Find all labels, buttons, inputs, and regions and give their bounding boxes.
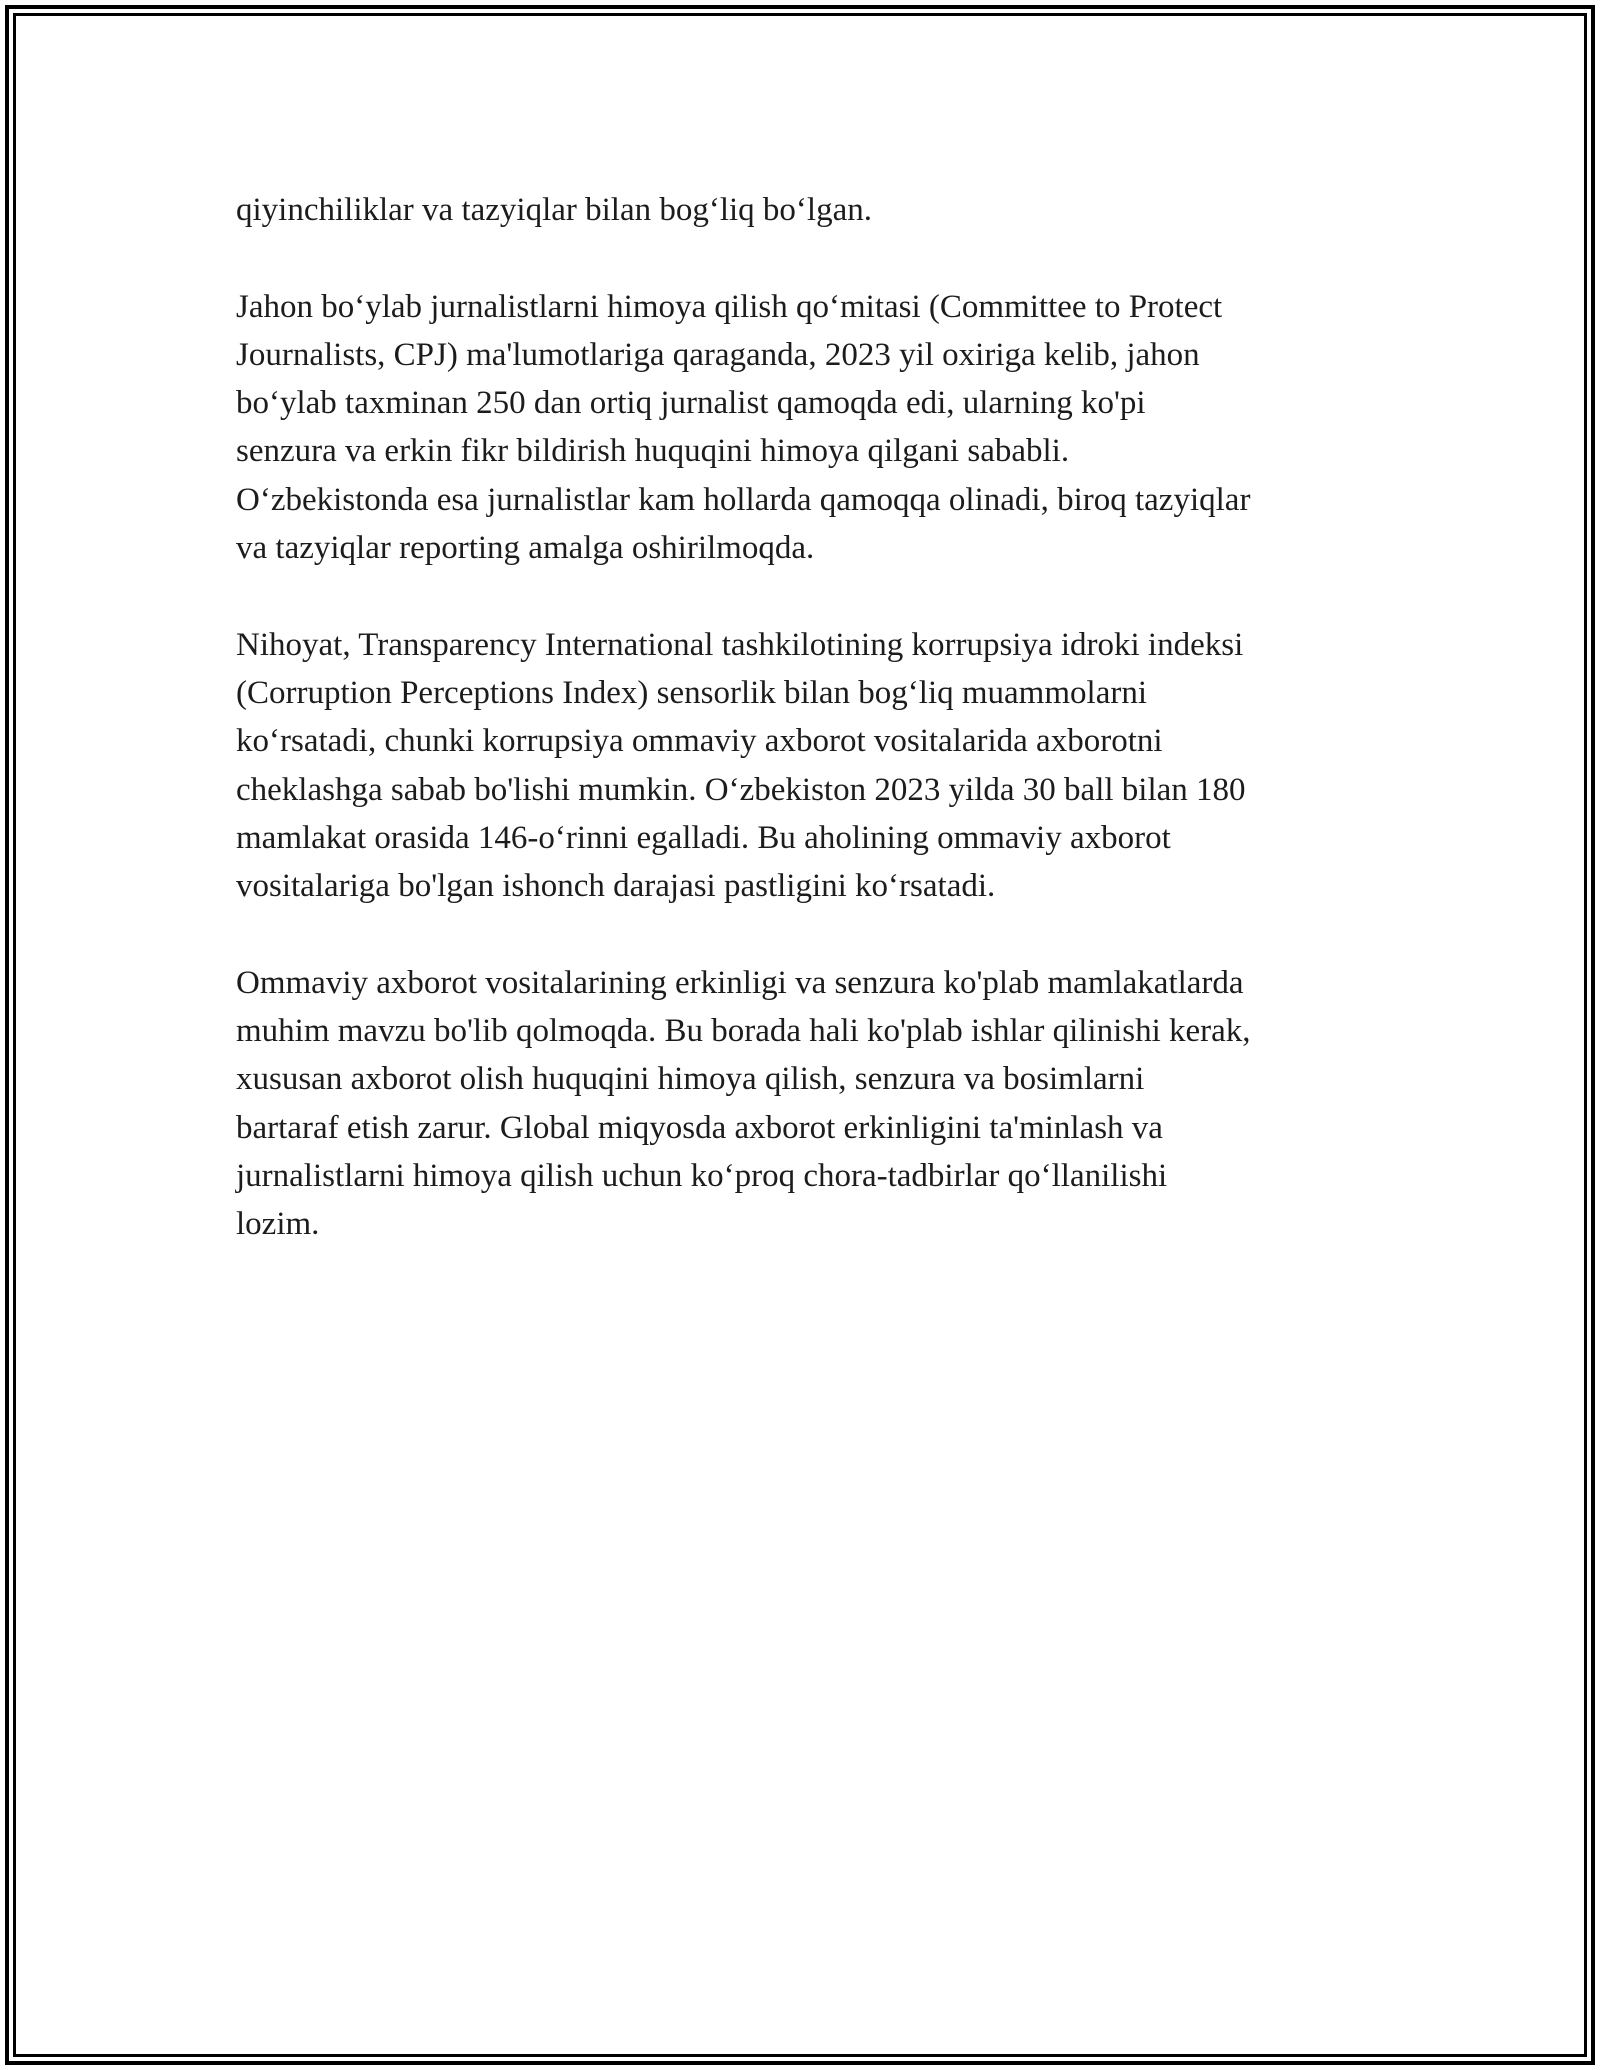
paragraph-continuation: qiyinchiliklar va tazyiqlar bilan bog‘liq bo‘lgan. [236,192,872,228]
paragraph-corruption-index: Nihoyat, Transparency International tashkilotining korrupsiya idroki indeksi (Corruption Perceptions Index) sensorlik bilan bog‘liq muammolarni ko‘rsatadi, chunki korrupsiya ommaviy axborot vositalarida axborotni cheklashga sabab bo'lishi mumkin. O‘zbekiston 2023 yilda 30 ball bilan 180 mamlakat orasida 146-o‘rinni egalladi. Bu aholining ommaviy axborot vositalariga bo'lgan ishonch darajasi pastligini ko‘rsatadi. [236,626,1246,905]
document-body [236,186,1386,1297]
paragraph-cpj-journalists: Jahon bo‘ylab jurnalistlarni himoya qilish qo‘mitasi (Committee to Protect Journalists, CPJ) ma'lumotlariga qaraganda, 2023 yil oxiriga kelib, jahon bo‘ylab taxminan 250 dan ortiq jurnalist qamoqda edi, ularning ko'pi senzura va erkin fikr bildirish huquqini himoya qilgani sababli. O‘zbekistonda esa jurnalistlar kam hollarda qamoqqa olinadi, biroq tazyiqlar va tazyiqlar reporting amalga oshirilmoqda. [236,288,1251,567]
paragraph-conclusion: Ommaviy axborot vositalarining erkinligi va senzura ko'plab mamlakatlarda muhim mavzu bo'lib qolmoqda. Bu borada hali ko'plab ishlar qilinishi kerak, xususan axborot olish huquqini himoya qilish, senzura va bosimlarni bartaraf etish zarur. Global miqyosda axborot erkinligini ta'minlash va jurnalistlarni himoya qilish uchun ko‘proq chora-tadbirlar qo‘llanilishi lozim. [236,964,1251,1243]
